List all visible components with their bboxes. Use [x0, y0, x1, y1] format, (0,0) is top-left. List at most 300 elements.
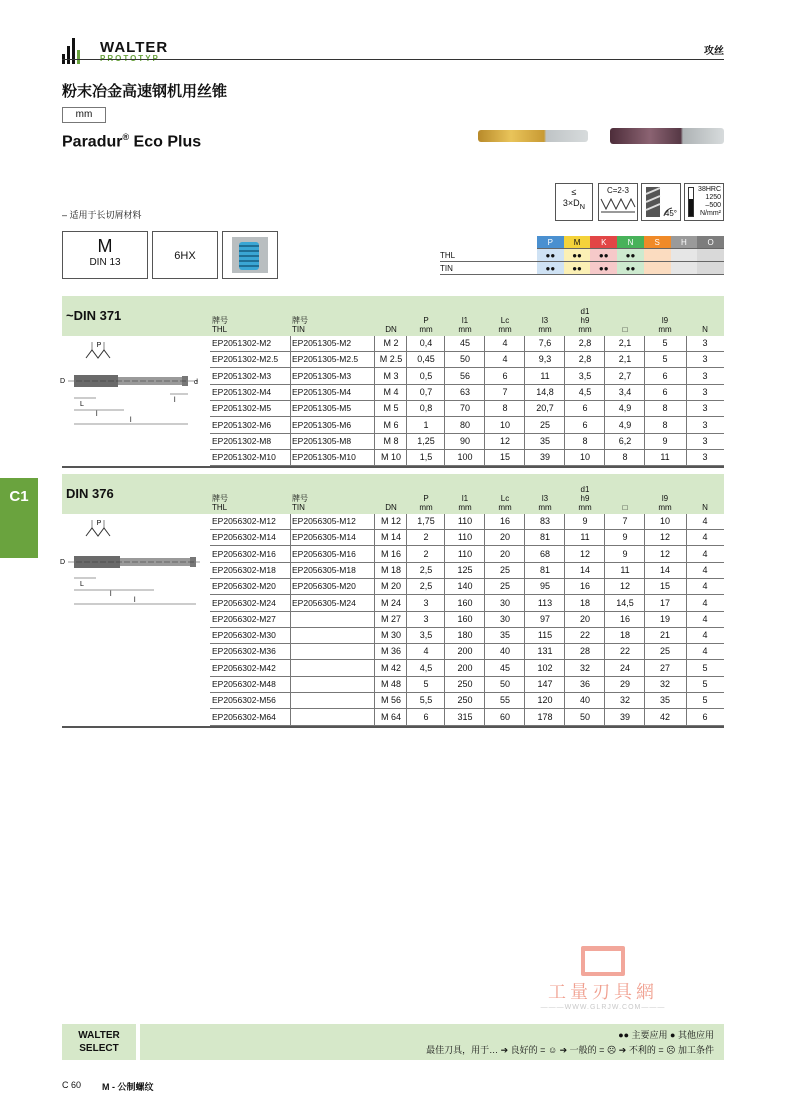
svg-text:P: P	[96, 342, 102, 349]
table-cell: 9	[622, 548, 628, 559]
brand-name: WALTER	[100, 39, 169, 56]
material-cell	[671, 249, 698, 262]
material-group-m: M	[564, 236, 591, 249]
table-cell: 39	[619, 711, 630, 722]
table-cell: EP2056305-M16	[292, 548, 356, 559]
table-cell: 8	[582, 435, 588, 446]
column-header	[292, 494, 374, 512]
table-cell: 9	[662, 435, 668, 446]
table-cell: EP2056302-M48	[212, 679, 276, 689]
column-divider	[604, 336, 605, 466]
table-cell: 3	[702, 452, 708, 463]
watermark-text: 工量刃具網	[548, 982, 658, 1003]
table-cell: 200	[457, 646, 473, 657]
table-cell: 250	[457, 679, 473, 689]
table-cell: 81	[539, 564, 550, 575]
table-cell: 3	[702, 435, 708, 446]
table-cell: 25	[499, 581, 510, 592]
svg-text:L: L	[80, 581, 84, 588]
product-name-text: Paradur	[62, 133, 123, 151]
table-cell: 30	[499, 613, 510, 624]
column-header-line: Lc	[500, 494, 510, 503]
column-header-line: mm	[578, 325, 592, 334]
section-label: 攻丝	[704, 46, 724, 57]
table-cell: 15	[499, 452, 510, 463]
material-note: – 适用于长切屑材料	[62, 210, 142, 220]
table-cell: 4	[702, 532, 708, 543]
table-cell: 25	[659, 646, 670, 657]
table-cell: 2,8	[578, 354, 592, 365]
table-cell: 3	[423, 597, 429, 608]
table-row[interactable]	[210, 710, 724, 726]
table-cell: EP2051302-M10	[212, 452, 276, 463]
legend-conditions: 最佳刀具，用于… ➔ 良好的 = ☺ ➔ 一般的 = ☹ ➔ 不利的 = ☹ 加工条件	[426, 1045, 714, 1055]
table-cell: 68	[539, 548, 550, 559]
table-row[interactable]	[210, 596, 724, 612]
table-cell: 2,1	[618, 354, 632, 365]
table-row[interactable]	[210, 547, 724, 563]
page-title: 粉末冶金高速钢机用丝锥	[62, 83, 228, 100]
material-group-o: O	[697, 236, 724, 249]
column-divider	[564, 514, 565, 726]
column-header-line: THL	[212, 503, 228, 512]
legend-usage: ●● 主要应用 ● 其他应用	[618, 1030, 714, 1040]
column-header	[606, 325, 644, 334]
table-cell: M 2	[383, 338, 399, 348]
table-cell: EP2051305-M2	[292, 338, 352, 348]
table-cell: 20	[579, 613, 590, 624]
table-cell: M 10	[380, 452, 401, 463]
spiral-flute-icon	[641, 183, 681, 221]
depth-le: ≤	[571, 187, 577, 197]
select-line-1: WALTER	[78, 1030, 120, 1041]
material-group-p: P	[537, 236, 564, 249]
column-header-line: N	[702, 325, 708, 334]
table-cell: 120	[537, 695, 553, 706]
material-header-blank	[440, 236, 537, 249]
table-row[interactable]	[210, 693, 724, 709]
table-cell: 95	[539, 581, 550, 592]
table-cell: 16	[499, 516, 510, 526]
column-header-line: P	[423, 316, 429, 325]
column-header-line: □	[622, 503, 628, 512]
tap-image-tin	[610, 128, 724, 144]
table-cell: EP2051305-M2.5	[292, 354, 359, 365]
column-divider	[524, 336, 525, 466]
table-cell: 115	[537, 630, 553, 641]
table-cell: 22	[579, 630, 590, 641]
material-cell: ●●	[617, 262, 644, 275]
chapter-tab[interactable]: C1	[0, 478, 38, 558]
column-header-line: l3	[541, 316, 549, 325]
table-cell: 2,1	[618, 338, 632, 348]
table-cell: 12	[579, 548, 590, 559]
table-cell: 50	[499, 679, 510, 689]
table-cell: 5	[662, 354, 668, 365]
column-header-line: l3	[541, 494, 549, 503]
column-header-line: l1	[461, 494, 469, 503]
table-cell: M 6	[383, 419, 399, 430]
section-title: DIN 376	[66, 486, 114, 501]
column-divider	[444, 336, 445, 466]
material-cell: ●●	[564, 262, 591, 275]
table-cell: 55	[499, 695, 510, 706]
column-header	[486, 494, 524, 512]
column-divider	[290, 336, 291, 466]
material-cell: ●●	[590, 249, 617, 262]
material-group-h: H	[671, 236, 698, 249]
table-cell: 7	[622, 516, 628, 526]
column-header-line: Lc	[500, 316, 510, 325]
table-cell: M 4	[383, 386, 399, 397]
column-header-line: mm	[538, 325, 552, 334]
table-row[interactable]	[210, 563, 724, 579]
column-header-line: 牌号	[212, 494, 228, 503]
material-cell	[671, 262, 698, 275]
table-cell: 36	[579, 679, 590, 689]
table-cell: 25	[539, 419, 550, 430]
table-cell: 17	[659, 597, 670, 608]
table-cell: 2,5	[419, 581, 433, 592]
column-divider	[524, 514, 525, 726]
table-cell: 97	[539, 613, 550, 624]
table-cell: EP2056302-M24	[212, 597, 276, 608]
column-header-line: TIN	[292, 503, 305, 512]
watermark	[538, 946, 668, 1011]
table-cell: 42	[659, 711, 670, 722]
table-cell: 1,5	[419, 452, 433, 463]
table-cell: M 42	[380, 662, 401, 673]
material-cell	[644, 249, 671, 262]
table-cell: M 48	[380, 679, 401, 689]
table-cell: 7	[502, 386, 508, 397]
column-divider	[644, 336, 645, 466]
table-row[interactable]	[210, 434, 724, 450]
table-cell: 4	[702, 613, 708, 624]
table-cell: 6	[702, 711, 708, 722]
thread-profile-box	[62, 231, 148, 279]
table-cell: 7,6	[538, 338, 552, 348]
column-header-line: 牌号	[212, 316, 228, 325]
table-cell: EP2051302-M6	[212, 419, 272, 430]
chamfer-thread-icon	[600, 195, 636, 215]
table-cell: EP2051302-M3	[212, 370, 272, 381]
table-row[interactable]	[210, 628, 724, 644]
tap-sketch-din376	[58, 516, 208, 608]
svg-text:P: P	[96, 520, 102, 527]
table-row[interactable]	[210, 336, 724, 352]
table-row[interactable]	[210, 369, 724, 385]
table-cell: M 27	[380, 613, 401, 624]
table-cell: 3	[702, 338, 708, 348]
section-title: ~DIN 371	[66, 308, 122, 323]
column-divider	[406, 514, 407, 726]
material-cell	[697, 262, 724, 275]
column-divider	[444, 514, 445, 726]
product-name	[62, 132, 201, 151]
table-cell: 0,4	[419, 338, 433, 348]
table-cell: 35	[499, 630, 510, 641]
table-cell: 39	[539, 452, 550, 463]
table-row[interactable]	[210, 530, 724, 546]
table-cell: 60	[499, 711, 510, 722]
table-cell: 11	[620, 564, 630, 575]
table-cell: 3,5	[419, 630, 433, 641]
table-cell: 20	[499, 548, 510, 559]
table-cell: 180	[457, 630, 473, 641]
table-cell: 11	[540, 370, 550, 381]
table-cell: M 16	[380, 548, 401, 559]
table-cell: 9,3	[538, 354, 552, 365]
table-cell: 2,8	[578, 338, 592, 348]
column-header-line: l9	[661, 494, 669, 503]
table-cell: EP2051302-M5	[212, 403, 272, 414]
column-divider	[686, 336, 687, 466]
column-divider	[374, 514, 375, 726]
column-header	[212, 316, 290, 334]
tap-image-thl	[478, 130, 588, 142]
column-header-line: mm	[458, 503, 472, 512]
walter-select-box	[62, 1024, 136, 1060]
table-cell: 22	[619, 646, 630, 657]
table-cell: 25	[499, 564, 510, 575]
table-cell: 5	[702, 695, 708, 706]
table-cell: 18	[579, 597, 590, 608]
table-cell: 3	[702, 354, 708, 365]
table-cell: EP2056302-M18	[212, 564, 276, 575]
table-cell: 18	[619, 630, 630, 641]
material-cell: ●●	[537, 249, 564, 262]
thread-profile-standard: DIN 13	[89, 257, 121, 268]
column-header-line: mm	[419, 503, 433, 512]
table-cell: 10	[579, 452, 590, 463]
table-cell: EP2056302-M64	[212, 711, 276, 722]
column-header	[486, 316, 524, 334]
table-cell: EP2056305-M18	[292, 564, 356, 575]
table-row[interactable]	[210, 385, 724, 401]
column-header-line: d1	[580, 485, 590, 494]
table-cell: 10	[499, 419, 510, 430]
table-row[interactable]	[210, 612, 724, 628]
table-cell: 4,9	[618, 419, 632, 430]
depth-sub: N	[579, 201, 586, 211]
svg-text:L: L	[80, 401, 84, 408]
table-cell: EP2056302-M56	[212, 695, 276, 706]
page-number: C 60	[62, 1080, 82, 1090]
material-cell: ●●	[617, 249, 644, 262]
table-cell: 140	[457, 581, 473, 592]
table-cell: EP2056302-M14	[212, 532, 276, 543]
depth-value	[556, 198, 592, 212]
table-cell: 35	[659, 695, 670, 706]
table-cell: 3,4	[618, 386, 632, 397]
column-divider	[686, 514, 687, 726]
chamfer-text: C=2-3	[606, 186, 629, 195]
table-cell: 131	[537, 646, 553, 657]
table-cell: 0,45	[417, 354, 435, 365]
table-row[interactable]	[210, 514, 724, 530]
table-cell: 110	[457, 532, 473, 543]
material-table	[440, 236, 724, 275]
hardness-line-4: N/mm²	[700, 210, 721, 217]
column-header-line: □	[622, 325, 628, 334]
table-cell: 178	[537, 711, 553, 722]
table-cell: 0,7	[419, 386, 433, 397]
column-header	[408, 316, 444, 334]
svg-text:D: D	[60, 559, 66, 566]
table-row[interactable]	[210, 401, 724, 417]
table-cell: 16	[619, 613, 630, 624]
svg-text:D: D	[60, 378, 66, 385]
column-header-line: P	[423, 494, 429, 503]
table-cell: 2,5	[419, 564, 433, 575]
depth-icon	[555, 183, 593, 221]
table-cell: 4	[702, 581, 708, 592]
table-cell: EP2051302-M8	[212, 435, 272, 446]
material-cell: ●●	[564, 249, 591, 262]
hardness-line-1: 38HRC	[698, 186, 721, 193]
column-header-line: mm	[658, 503, 672, 512]
table-cell: EP2051302-M2.5	[212, 354, 279, 365]
table-cell: 3,5	[578, 370, 592, 381]
table-cell: EP2051302-M4	[212, 386, 272, 397]
table-cell: 28	[579, 646, 590, 657]
table-row[interactable]	[210, 644, 724, 660]
page-chapter: M - 公制螺纹	[102, 1082, 154, 1092]
column-header	[526, 316, 564, 334]
table-cell: 4	[423, 646, 429, 657]
table-cell: 20	[499, 532, 510, 543]
table-cell: 3	[702, 403, 708, 414]
svg-text:l: l	[174, 397, 176, 404]
table-cell: EP2056302-M20	[212, 581, 276, 592]
table-cell: M 12	[380, 516, 401, 526]
table-cell: 45	[499, 662, 510, 673]
table-cell: 4,5	[578, 386, 592, 397]
column-header-line: TIN	[292, 325, 305, 334]
table-cell: 35	[539, 435, 550, 446]
svg-text:l: l	[130, 417, 132, 424]
column-header-line: N	[702, 503, 708, 512]
column-header	[446, 494, 484, 512]
table-cell: 90	[459, 435, 470, 446]
table-cell: M 20	[380, 581, 401, 592]
chamfer-icon	[598, 183, 638, 221]
table-cell: 14	[579, 564, 590, 575]
table-cell: EP2051305-M4	[292, 386, 352, 397]
table-cell: M 30	[380, 630, 401, 641]
table-cell: 2,7	[618, 370, 632, 381]
table-row[interactable]	[210, 450, 724, 466]
column-header-line: mm	[578, 503, 592, 512]
table-cell: 14,5	[616, 597, 634, 608]
material-cell: ●●	[537, 262, 564, 275]
table-cell: 81	[539, 532, 550, 543]
table-cell: 0,5	[419, 370, 433, 381]
table-cell: 11	[660, 452, 670, 463]
table-cell: M 5	[383, 403, 399, 414]
table-cell: 4,9	[618, 403, 632, 414]
table-cell: 4	[702, 564, 708, 575]
table-cell: 6	[582, 419, 588, 430]
column-header-line: mm	[658, 325, 672, 334]
table-cell: 63	[459, 386, 470, 397]
material-row-label: THL	[440, 249, 537, 262]
column-header	[526, 494, 564, 512]
table-cell: EP2056302-M16	[212, 548, 276, 559]
column-header	[606, 503, 644, 512]
table-cell: 15	[659, 581, 670, 592]
table-cell: 1	[423, 419, 429, 430]
table-cell: 4,5	[419, 662, 433, 673]
table-cell: 2	[423, 548, 429, 559]
hardness-icon	[684, 183, 724, 221]
table-cell: 2	[423, 532, 429, 543]
table-cell: M 64	[380, 711, 401, 722]
column-header-line: mm	[458, 325, 472, 334]
column-header	[646, 494, 684, 512]
table-row[interactable]	[210, 418, 724, 434]
table-cell: EP2056302-M27	[212, 613, 276, 624]
table-row[interactable]	[210, 352, 724, 368]
table-cell: 12	[659, 548, 670, 559]
table-row[interactable]	[210, 579, 724, 595]
column-divider	[374, 336, 375, 466]
table-cell: 8	[622, 452, 628, 463]
column-header	[292, 316, 374, 334]
table-cell: 40	[499, 646, 510, 657]
table-cell: 5	[662, 338, 668, 348]
table-cell: 19	[659, 613, 670, 624]
table-cell: 9	[582, 516, 588, 526]
column-divider	[564, 336, 565, 466]
table-cell: 147	[537, 679, 553, 689]
column-header	[408, 494, 444, 512]
table-cell: 4	[502, 354, 508, 365]
table-cell: 3	[423, 613, 429, 624]
table-cell: 6	[662, 370, 668, 381]
table-cell: M 36	[380, 646, 401, 657]
header-rule	[62, 59, 724, 60]
table-cell: 27	[659, 662, 670, 673]
column-divider	[604, 514, 605, 726]
table-cell: M 2.5	[379, 354, 403, 365]
table-cell: 16	[579, 581, 590, 592]
column-header-line: DN	[385, 503, 397, 512]
table-cell: M 24	[380, 597, 401, 608]
svg-text:l: l	[96, 411, 98, 418]
tap-sketch-din371	[58, 338, 208, 430]
material-cell	[644, 262, 671, 275]
table-row[interactable]	[210, 677, 724, 693]
table-cell: 32	[659, 679, 670, 689]
table-cell: 100	[457, 452, 473, 463]
material-cell: ●●	[590, 262, 617, 275]
select-line-2: SELECT	[79, 1043, 119, 1054]
table-cell: 50	[579, 711, 590, 722]
table-cell: 3	[702, 386, 708, 397]
table-cell: 40	[579, 695, 590, 706]
table-cell: EP2051305-M5	[292, 403, 352, 414]
table-cell: 3	[702, 419, 708, 430]
table-cell: 32	[619, 695, 630, 706]
column-divider	[484, 336, 485, 466]
material-row	[440, 262, 724, 275]
table-cell: EP2051302-M2	[212, 338, 272, 348]
table-row[interactable]	[210, 661, 724, 677]
table-cell: 14,8	[536, 386, 554, 397]
column-header-line: DN	[385, 325, 397, 334]
